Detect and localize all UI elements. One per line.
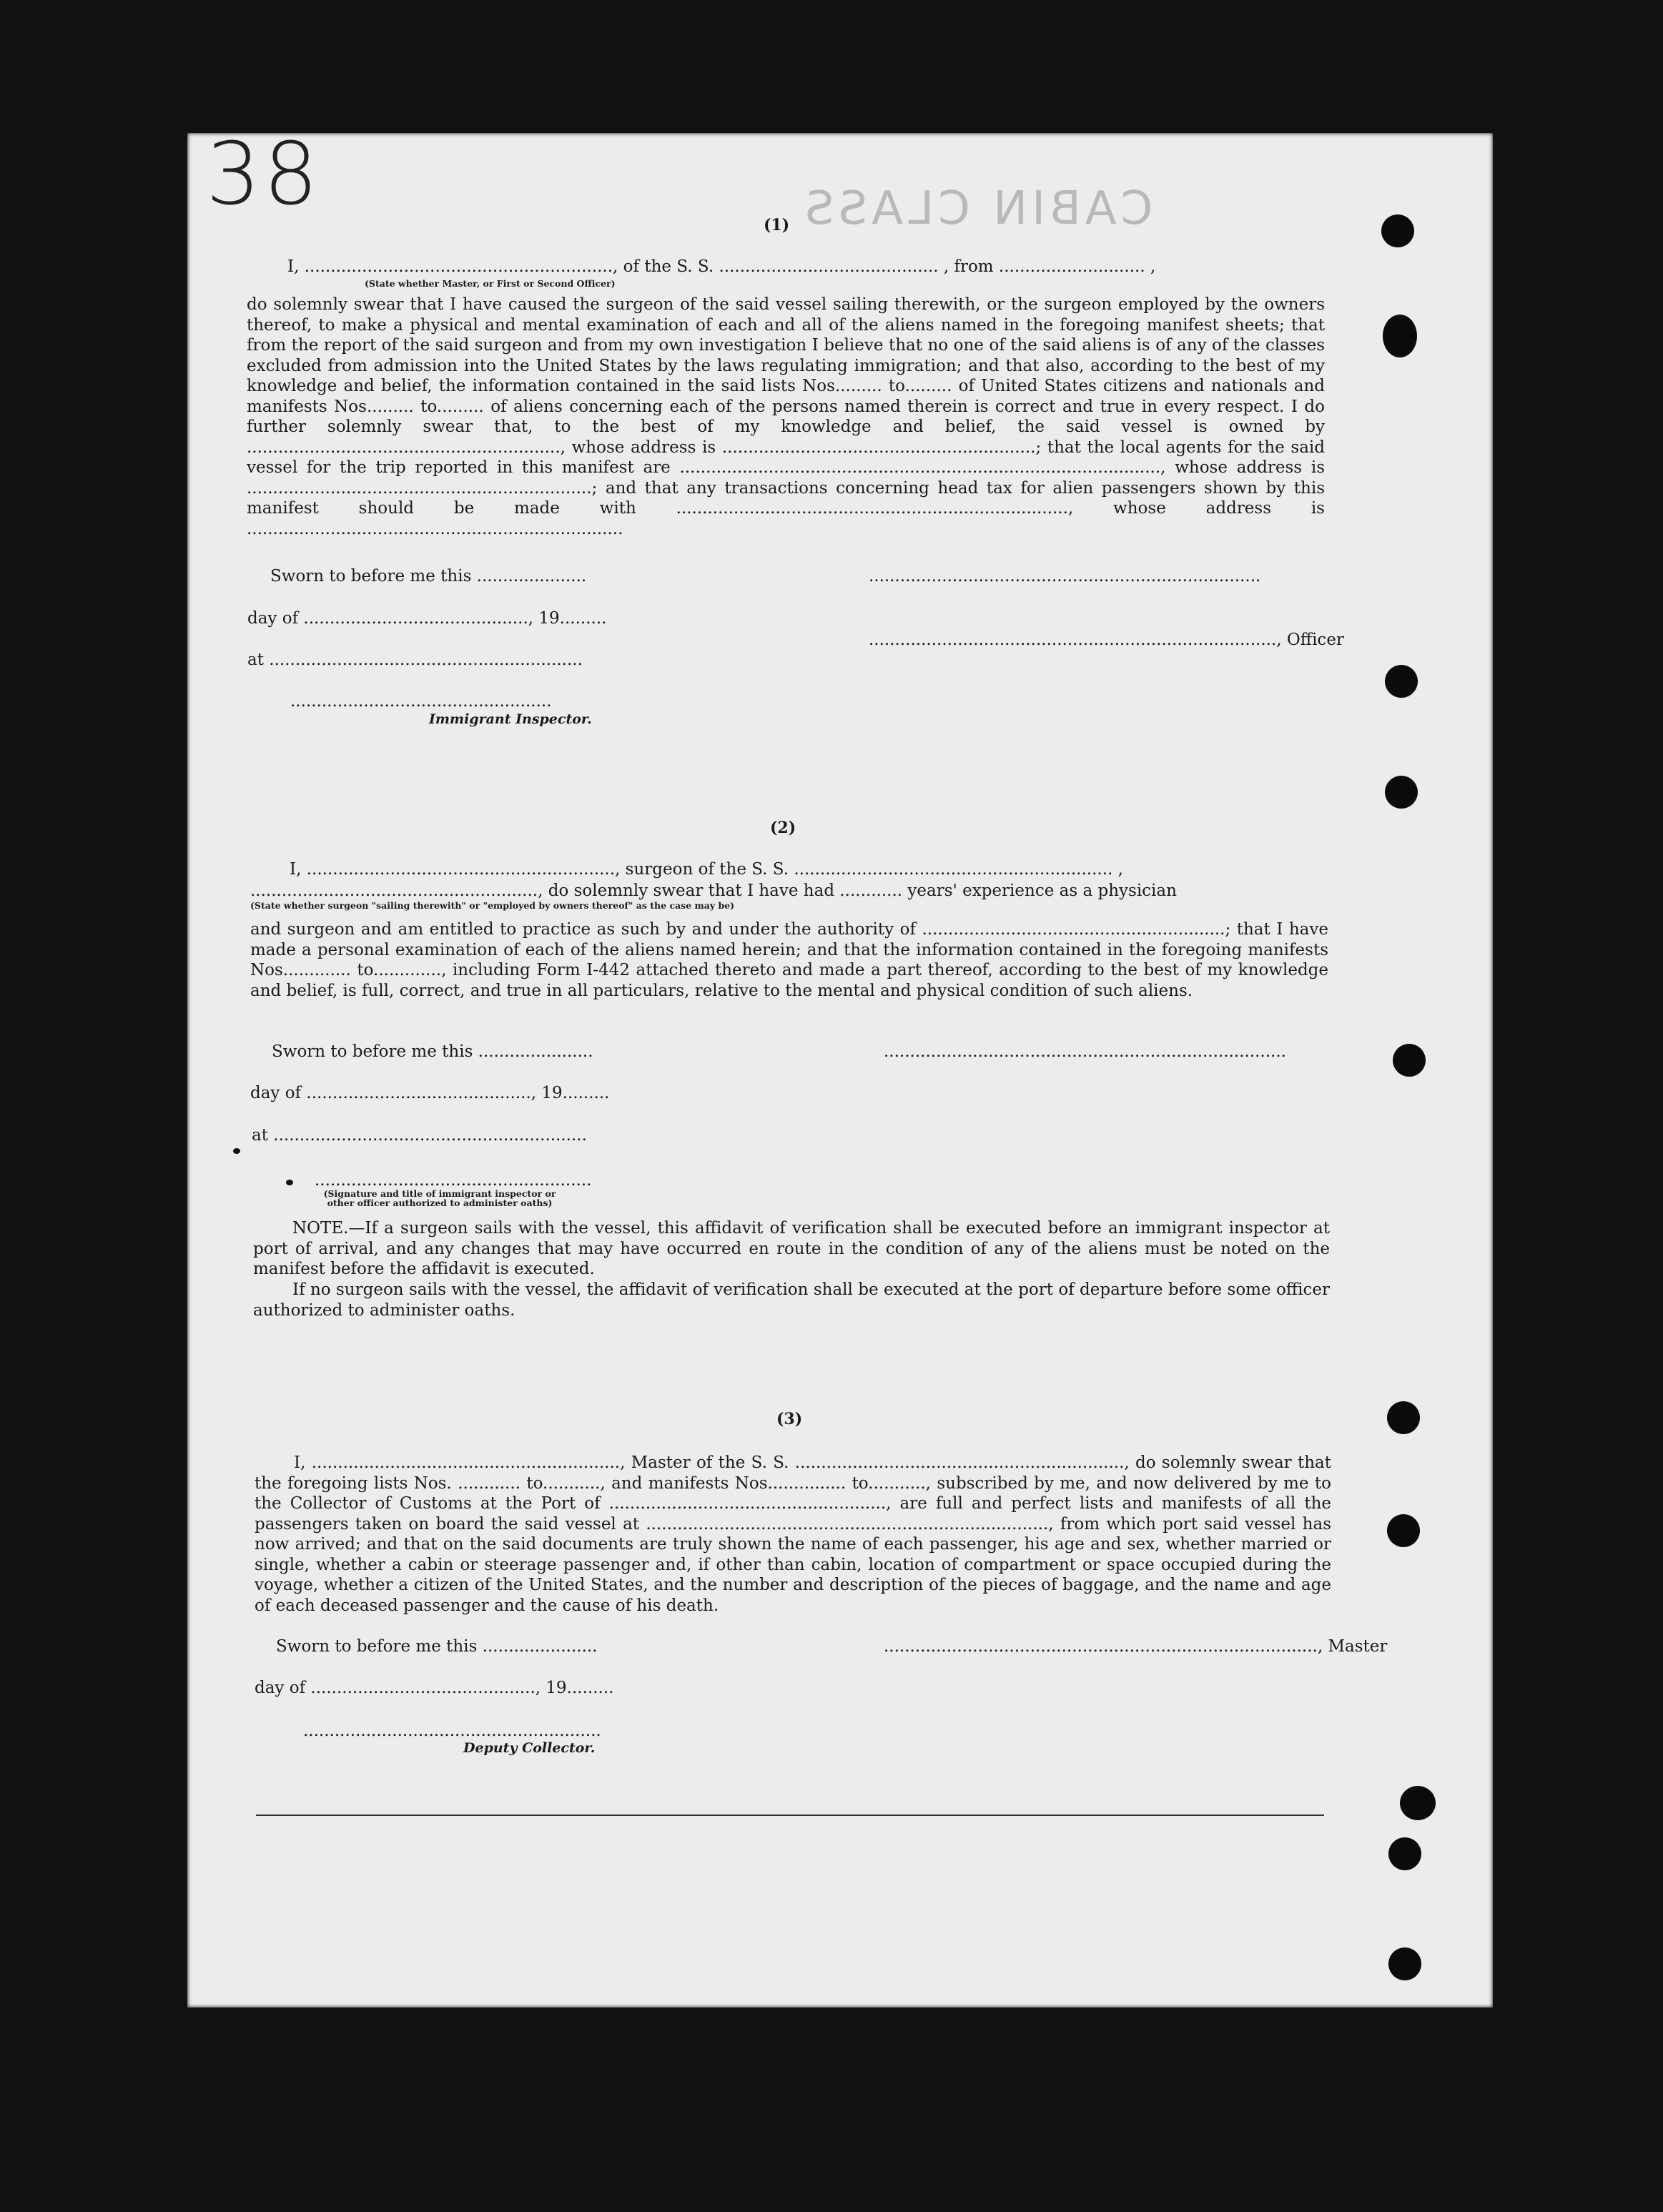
ink-mark — [286, 1180, 293, 1185]
section-1-oath-text: do solemnly swear that I have caused the surgeon of the said vessel sailing therewith, or the surgeon employed by the owners thereof, to make a physical and mental examination of each and all of the aliens named in the foregoing manifest sheets; that from the report of the said surgeon and from my own investigation I believe that no one of the said aliens is of any of the classes excluded from admission into the United States by the laws regulating immigration; and that also, according to the best of my knowledge and belief, the information contained in the said lists Nos......... to......... of United States citizens and nationals and manifests Nos......... to......... of aliens concerning each of the persons named therein is correct and true in every respect. I do further solemnly swear that, to the best of my knowledge and belief, the said vessel is owned by ............................................................, whose address is ............................................................; that the local agents for the said vessel for the trip reported in this manifest are ............................................................................................, whose address is ..................................................................; and that any transactions concerning head tax for alien passengers shown by this manifest should be made with ..........................................................................., whose address is ........................................................................ — [247, 295, 1325, 538]
punch-hole — [1385, 776, 1418, 809]
section-2-signature-caption: (Signature and title of immigrant inspector or other officer authorized to administer oaths) — [323, 1188, 556, 1208]
ink-mark — [233, 1148, 240, 1154]
punch-hole — [1400, 1786, 1436, 1820]
section-1-day-line: day of ..........................................., 19......... — [247, 609, 607, 628]
handwritten-page-number: 38 — [206, 125, 321, 224]
section-1-caption: (State whether Master, or First or Second Officer) — [365, 278, 616, 289]
punch-hole — [1381, 214, 1414, 247]
section-3-master-line: ..................................................................................., Master — [884, 1637, 1388, 1656]
punch-hole — [1388, 1947, 1421, 1980]
section-1-officer-line: .............................................................................., Officer — [869, 631, 1344, 649]
punch-hole — [1387, 1514, 1420, 1547]
section-2-note-continued: If no surgeon sails with the vessel, the affidavit of verification shall be executed at the port of departure before some officer authorized to administer oaths. — [253, 1280, 1330, 1320]
section-2-day-line: day of ..........................................., 19......... — [250, 1084, 610, 1102]
section-2-caption: (State whether surgeon "sailing therewith" or "employed by owners thereof" as the case may be) — [250, 900, 735, 911]
section-2-sworn-line: Sworn to before me this ...................... — [272, 1042, 593, 1061]
section-3-sworn-line: Sworn to before me this ...................... — [276, 1637, 598, 1656]
section-3-number: (3) — [776, 1410, 803, 1428]
section-3-oath-text: I, ..........................................................., Master of the S. S. ..............................................................., do solemnly swear that the foregoing lists Nos. ............ to..........., and manifests Nos............... to..........., subscribed by me, and now delivered by me to the Collector of Customs at the Port of ....................................................., are full and perfect lists and manifests of all the passengers taken on board the said vessel at ............................................................................., from which port said vessel has now arrived; and that on the said documents are truly shown the name of each passenger, his age and sex, whether married or single, whether a cabin or steerage passenger and, if other than cabin, location of compartment or space occupied during the voyage, whether a citizen of the United States, and the number and description of the pieces of baggage, and the name and age of each deceased passenger and the cause of his death. — [255, 1453, 1331, 1615]
section-1-number: (1) — [764, 216, 790, 234]
punch-hole — [1387, 1401, 1420, 1434]
section-3-day-line: day of ..........................................., 19......... — [255, 1679, 614, 1697]
section-1-signature-line: ........................................................................... — [869, 567, 1261, 586]
section-1-opening-line: I, ..........................................................., of the S. S. .......................................... , from ............................ , — [287, 257, 1156, 276]
section-2-at-line: at ............................................................ — [252, 1126, 587, 1145]
section-1-sworn-line: Sworn to before me this ..................... — [270, 567, 587, 586]
section-1-inspector-line: .................................................. — [290, 692, 552, 711]
section-3-collector-caption: Deputy Collector. — [463, 1740, 596, 1756]
punch-hole — [1388, 1837, 1421, 1870]
section-2-second-line: ......................................................., do solemnly swear that I have had ............ years' experience as a physician — [250, 882, 1177, 900]
section-1-inspector-caption: Immigrant Inspector. — [429, 711, 592, 727]
section-2-signature-dots: ..................................................... — [315, 1171, 592, 1190]
section-2-number: (2) — [770, 819, 796, 837]
section-2-opening-line: I, ..........................................................., surgeon of the S. S. ............................................................. , — [290, 860, 1123, 879]
section-2-note: NOTE.—If a surgeon sails with the vessel, this affidavit of verification shall be executed before an immigrant inspector at port of arrival, and any changes that may have occurred en route in the condition of any of the aliens must be noted on the manifest before the affidavit is executed. — [253, 1219, 1330, 1278]
punch-hole — [1385, 665, 1418, 698]
punch-hole — [1383, 315, 1417, 357]
section-2-oath-text: and surgeon and am entitled to practice as such by and under the authority of ..........................................................; that I have made a personal examination of each of the aliens named herein; and that the information contained in the foregoing manifests Nos............. to............., including Form I-442 attached thereto and made a part thereof, according to the best of my knowledge and belief, is full, correct, and true in all particulars, relative to the mental and physical condition of such aliens. — [250, 920, 1328, 1000]
punch-hole — [1393, 1044, 1426, 1077]
section-1-at-line: at ............................................................ — [247, 651, 583, 669]
bottom-rule — [256, 1814, 1324, 1816]
cabin-class-stamp: CABIN CLASS — [801, 182, 1153, 235]
section-2-signature-line: ............................................................................. — [884, 1042, 1286, 1061]
section-3-collector-line: ......................................................... — [303, 1722, 601, 1740]
